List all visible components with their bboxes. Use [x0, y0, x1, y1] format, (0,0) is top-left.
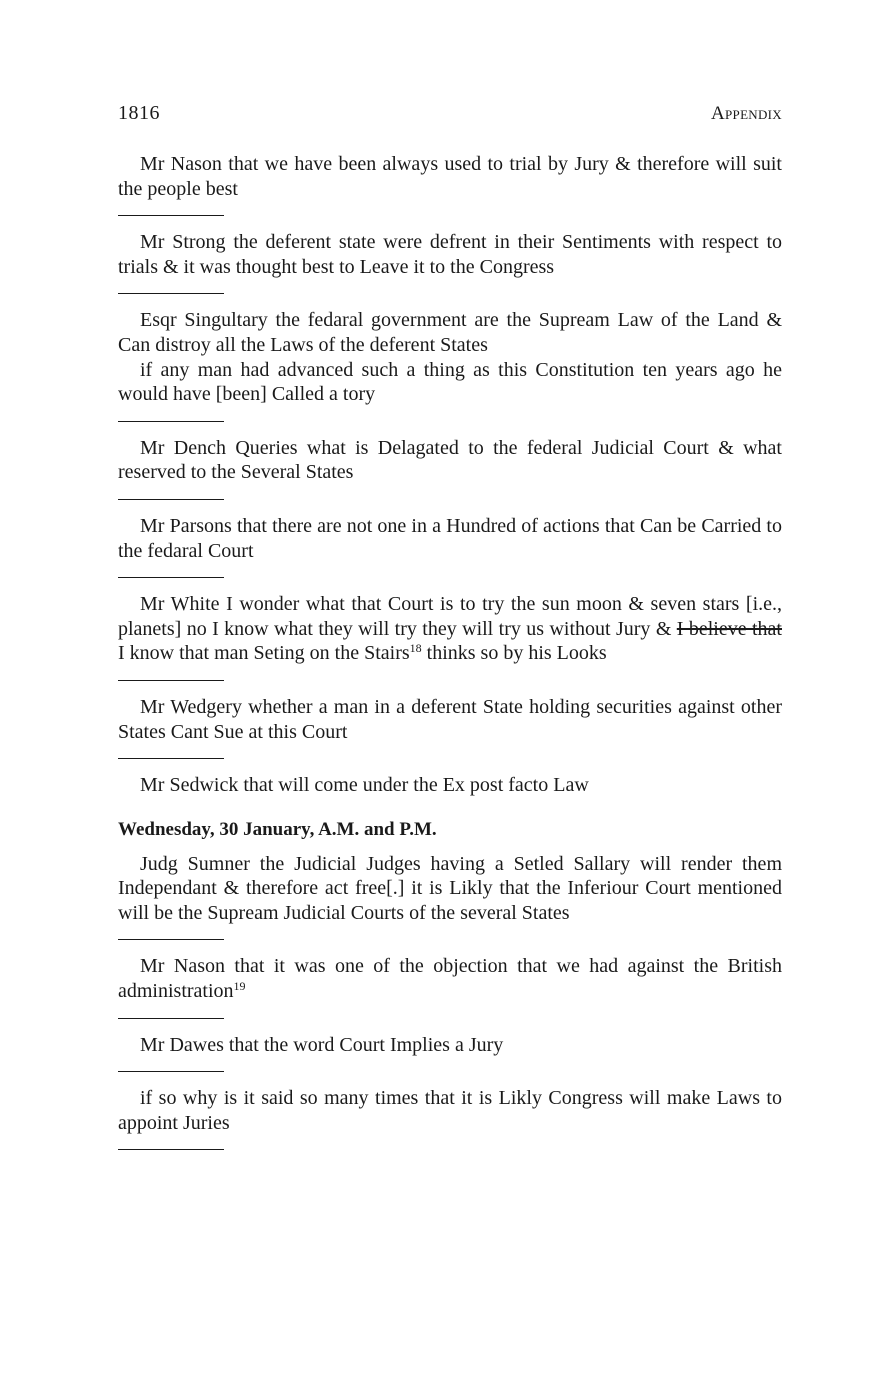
- entry-nason-2: [118, 954, 782, 1003]
- entry-wedgery: Mr Wedgery whether a man in a deferent State holding securities against other States Cant Sue at this Court: [118, 695, 782, 743]
- separator-rule: [118, 1018, 224, 1019]
- separator-rule: [118, 680, 224, 681]
- entry-parsons: Mr Parsons that there are not one in a Hundred of actions that Can be Carried to the fedaral Court: [118, 514, 782, 562]
- entry-nason-1: Mr Nason that we have been always used to trial by Jury & therefore will suit the people best: [118, 153, 782, 200]
- section-dateline: Wednesday, 30 January, A.M. and P.M.: [118, 818, 437, 840]
- separator-rule: [118, 758, 224, 759]
- entry-white-text: Mr White I wonder what that Court is to try the sun moon & seven stars [i.e., planets] no I know what they will try they will try us without Jury &: [118, 593, 782, 640]
- separator-rule: [118, 421, 224, 422]
- separator-rule: [118, 215, 224, 216]
- footnote-ref-19[interactable]: 19: [233, 979, 246, 994]
- separator-rule: [118, 1149, 224, 1150]
- entry-singultary: Esqr Singultary the fedaral government are the Supream Law of the Land & Can distroy all the Laws of the deferent States: [118, 309, 782, 356]
- entry-nason-2-text: Mr Nason that it was one of the objection that we had against the British administration: [118, 955, 782, 1003]
- struck-text: I believe that: [676, 617, 782, 640]
- entry-juries-question: if so why is it said so many times that it is Likly Congress will make Laws to appoint Juries: [118, 1087, 782, 1134]
- separator-rule: [118, 939, 224, 940]
- page-header: [118, 102, 782, 130]
- separator-rule: [118, 499, 224, 500]
- running-head: Appendix: [710, 103, 782, 124]
- separator-rule: [118, 293, 224, 294]
- entry-sedwick: Mr Sedwick that will come under the Ex post facto Law: [140, 774, 589, 797]
- entry-singultary-continued: if any man had advanced such a thing as this Constitution ten years ago he would have [been] Called a tory: [118, 358, 782, 406]
- entry-dawes: Mr Dawes that the word Court Implies a Jury: [140, 1033, 504, 1056]
- entry-white-text-cont: I know that man Seting on the Stairs: [118, 642, 410, 665]
- entry-sumner: Judg Sumner the Judicial Judges having a Setled Sallary will render them Independant & therefore act free[.] it is Likly that the Inferiour Court mentioned will be the Supream Judicial Courts of the several States: [118, 852, 782, 924]
- separator-rule: [118, 1071, 224, 1072]
- entry-white-text-end: thinks so by his Looks: [421, 642, 607, 665]
- footnote-ref-18[interactable]: 18: [409, 641, 422, 656]
- entry-strong: Mr Strong the deferent state were defrent in their Sentiments with respect to trials & it was thought best to Leave it to the Congress: [118, 231, 782, 278]
- entry-dench: Mr Dench Queries what is Delagated to the federal Judicial Court & what reserved to the Several States: [118, 436, 782, 484]
- entry-white: [118, 592, 782, 666]
- page-number: 1816: [118, 102, 160, 124]
- separator-rule: [118, 577, 224, 578]
- document-page: [118, 102, 782, 1164]
